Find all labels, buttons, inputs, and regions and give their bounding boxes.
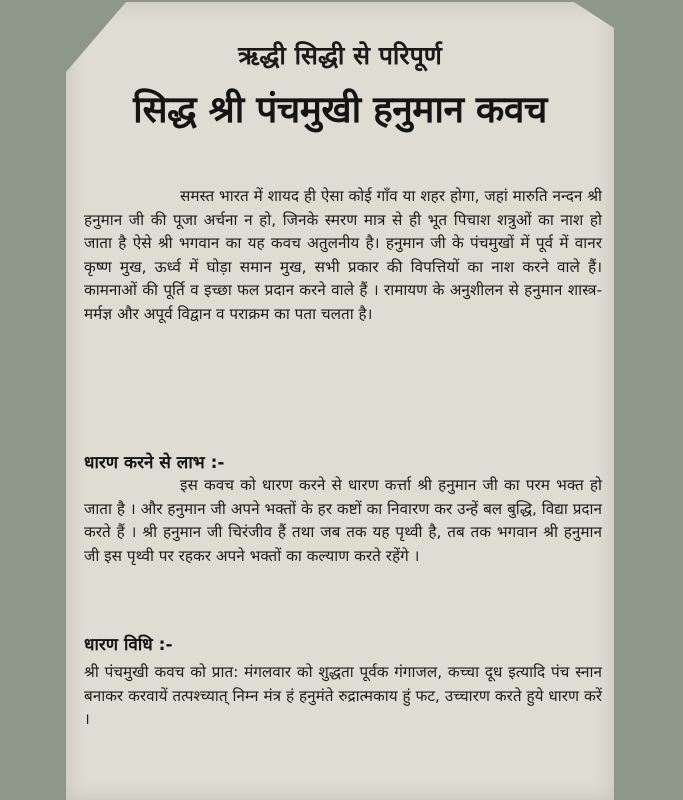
method-text: श्री पंचमुखी कवच को प्रात: मंगलवार को शुद्धता पूर्वक गंगाजल, कच्चा दूध इत्यादि पंच स्नान बनाकर करवायें तत्पश्च्यात् निम्न मंत्र हं हनुमंते रुद्रात्मकाय हुं फट, उच्चारण करते हुये धारण करें । <box>84 663 602 729</box>
headline: सिद्ध श्री पंचमुखी हनुमान कवच <box>133 88 547 131</box>
intro-text: समस्त भारत में शायद ही ऐसा कोई गाँव या शहर होगा, जहां मारुति नन्दन श्री हनुमान जी की पूजा अर्चना न हो, जिनके स्मरण मात्र से ही भूत पिचाश शत्रुओं का नाश हो जाता है ऐसे श्री भगवान का यह कवच अतुलनीय है। हनुमान जी के पंचमुखों में पूर्व में वानर कृष्ण मुख, ऊर्ध्व में घोड़ा समान मुख, सभी प्रकार की विपत्तियों का नाश करने वाले हैं। कामनाओं की पूर्ति व इच्छा फल प्रदान करने वाले हैं । रामायण के अनुशीलन से हनुमान शास्त्र-मर्मज्ञ और अपूर्व विद्वान व पराक्रम का पता चलता है। <box>84 187 602 323</box>
torn-corner-right <box>574 2 614 28</box>
benefits-text: इस कवच को धारण करने से धारण कर्त्ता श्री हनुमान जी का परम भक्त हो जाता है । और हनुमान जी अपने भक्तों के हर कष्टों का निवारण कर उन्हें बल बुद्धि, विद्या प्रदान करते हैं । श्री हनुमान जी चिरंजीव हैं तथा जब तक यह पृथ्वी है, तब तक भगवान श्री हनुमान जी इस पृथ्वी पर रहकर अपने भक्तों का कल्याण करते रहेंगे । <box>84 476 602 565</box>
benefits-heading: धारण करने से लाभ :- <box>84 453 225 473</box>
method-paragraph <box>84 661 602 732</box>
method-heading: धारण विधि :- <box>84 635 173 655</box>
kicker-line: ऋद्धी सिद्धी से परिपूर्ण <box>238 41 442 70</box>
intro-paragraph <box>84 185 602 327</box>
benefits-paragraph <box>84 474 602 568</box>
newspaper-clipping <box>66 2 614 800</box>
